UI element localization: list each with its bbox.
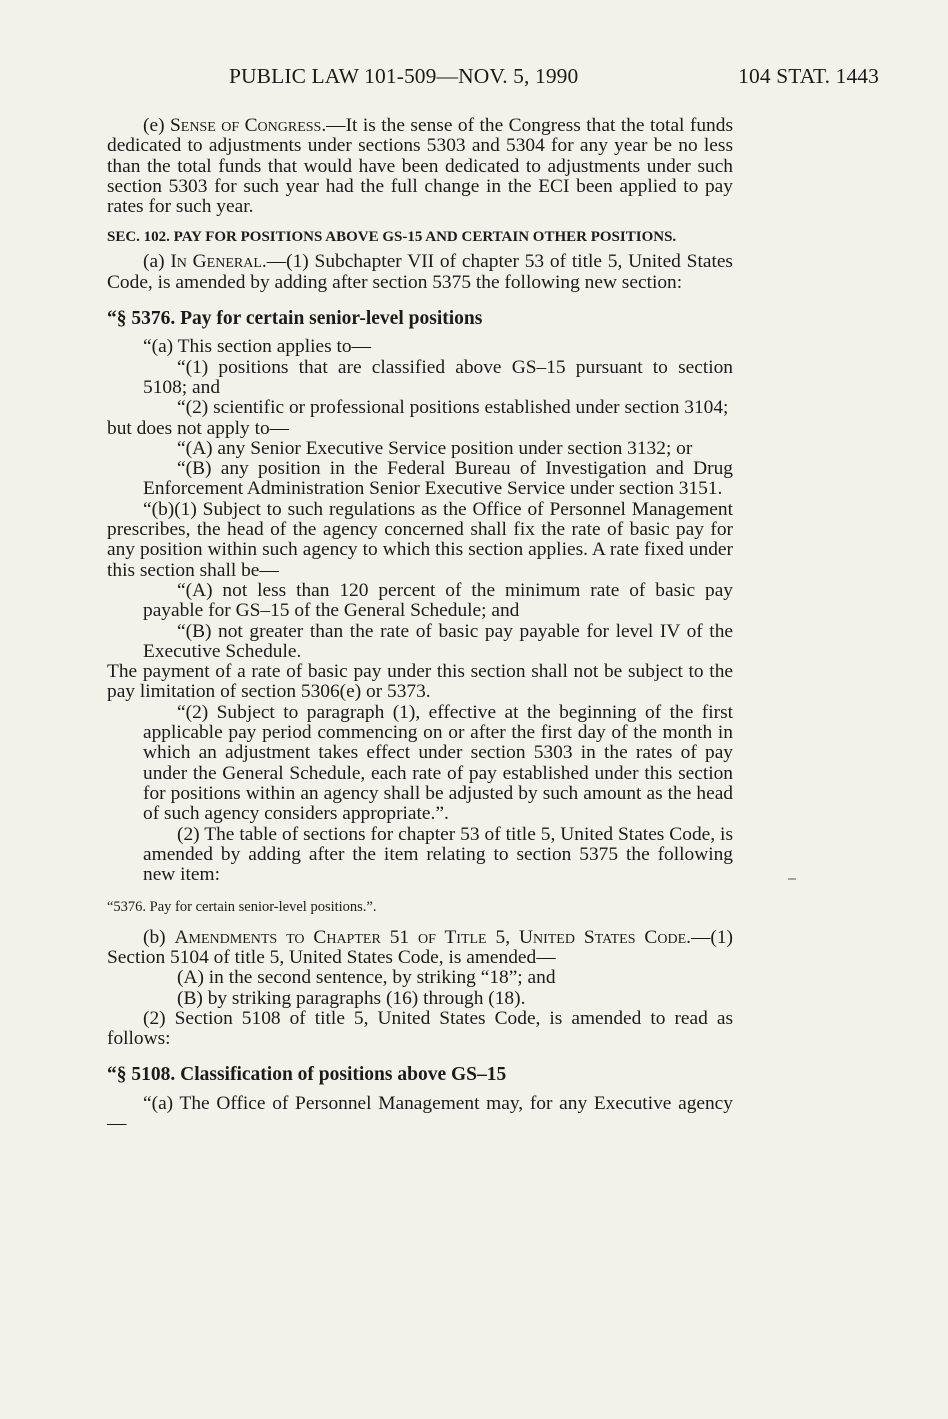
para-heading: Amendments to Chapter 51 of Title 5, United States Code	[174, 926, 687, 948]
para-text: .—(1) Section 5104 of title 5, United States Code, is amended—	[107, 926, 733, 968]
paragraph-b-A: (A) in the second sentence, by striking “18”; and	[177, 967, 556, 989]
para-label: (b)	[143, 926, 175, 948]
para-heading: In General	[170, 251, 262, 273]
s5376-payment: The payment of a rate of basic pay under this section shall not be subject to the pay limitation of section 5306(e) or 5373.	[107, 661, 733, 703]
s5376-aA: “(A) any Senior Executive Service position under section 3132; or	[177, 437, 693, 459]
s5376-b1B: “(B) not greater than the rate of basic pay payable for level IV of the Executive Schedule.	[143, 620, 733, 662]
paragraph-e-sense-of-congress	[107, 116, 733, 217]
paragraph-b-2: (2) Section 5108 of title 5, United States Code, is amended to read as follows:	[107, 1007, 733, 1050]
body-text	[107, 116, 733, 1134]
header-public-law: PUBLIC LAW 101-509—NOV. 5, 1990	[229, 64, 579, 88]
table-of-sections-item: “5376. Pay for certain senior-level positions.”.	[107, 899, 377, 916]
paragraph-b-amendments	[107, 928, 733, 969]
para-heading: Sense of Congress	[169, 115, 322, 136]
s5376-b1: “(b)(1) Subject to such regulations as the Office of Personnel Management prescribes, the head of the agency concerned shall fix the rate of basic pay for any position within such agency to which this section applies. A rate fixed under this section shall be—	[107, 498, 733, 581]
section-5376-heading: “§ 5376. Pay for certain senior-level positions	[107, 308, 483, 330]
s5376-but-not-apply: but does not apply to—	[107, 417, 290, 439]
s5376-aB: “(B) any position in the Federal Bureau of Investigation and Drug Enforcement Administration Senior Executive Service under section 3151.	[143, 458, 733, 500]
paragraph-b-B: (B) by striking paragraphs (16) through (18).	[177, 987, 526, 1009]
section-102-heading: SEC. 102. PAY FOR POSITIONS ABOVE GS-15 AND CERTAIN OTHER POSITIONS.	[107, 229, 677, 246]
s5376-a2: “(2) scientific or professional positions established under section 3104;	[177, 397, 729, 419]
s5376-b2: “(2) Subject to paragraph (1), effective at the beginning of the first applicable pay period commencing on or after the first day of the month in which an adjustment takes effect under section 5303 in the rates of pay under the General Schedule, each rate of pay established under this section for positions within an agency shall be adjusted by such amount as the head of such agency considers appropriate.”.	[143, 701, 733, 825]
running-header	[229, 64, 879, 98]
header-stat-page: 104 STAT. 1443	[738, 64, 879, 88]
para-text: .—(1) Subchapter VII of chapter 53 of title 5, United States Code, is amended by adding after section 5375 the following new section:	[107, 251, 733, 293]
para-label: (a)	[143, 251, 171, 273]
scan-mark	[788, 878, 796, 880]
s5108-a: “(a) The Office of Personnel Management may, for any Executive agency—	[107, 1092, 733, 1135]
section-5108-heading: “§ 5108. Classification of positions above GS–15	[107, 1064, 507, 1086]
para-text: .—It is the sense of the Congress that the total funds dedicated to adjustments under sections 5303 and 5304 for any year be no less than the total funds that would have been dedicated to adjustments under such section 5303 for such year had the full change in the ECI been applied to pay rates for such year.	[107, 115, 733, 218]
s5376-a1: “(1) positions that are classified above GS–15 pursuant to section 5108; and	[143, 356, 733, 398]
para-label: (e)	[143, 115, 170, 136]
s5376-a-intro: “(a) This section applies to—	[143, 336, 371, 358]
s5376-b1A: “(A) not less than 120 percent of the minimum rate of basic pay payable for GS–15 of the General Schedule; and	[143, 579, 733, 622]
paragraph-a-in-general	[107, 252, 733, 293]
paragraph-a2-table-of-sections: (2) The table of sections for chapter 53 of title 5, United States Code, is amended by adding after the item relating to section 5375 the following new item:	[143, 823, 733, 886]
